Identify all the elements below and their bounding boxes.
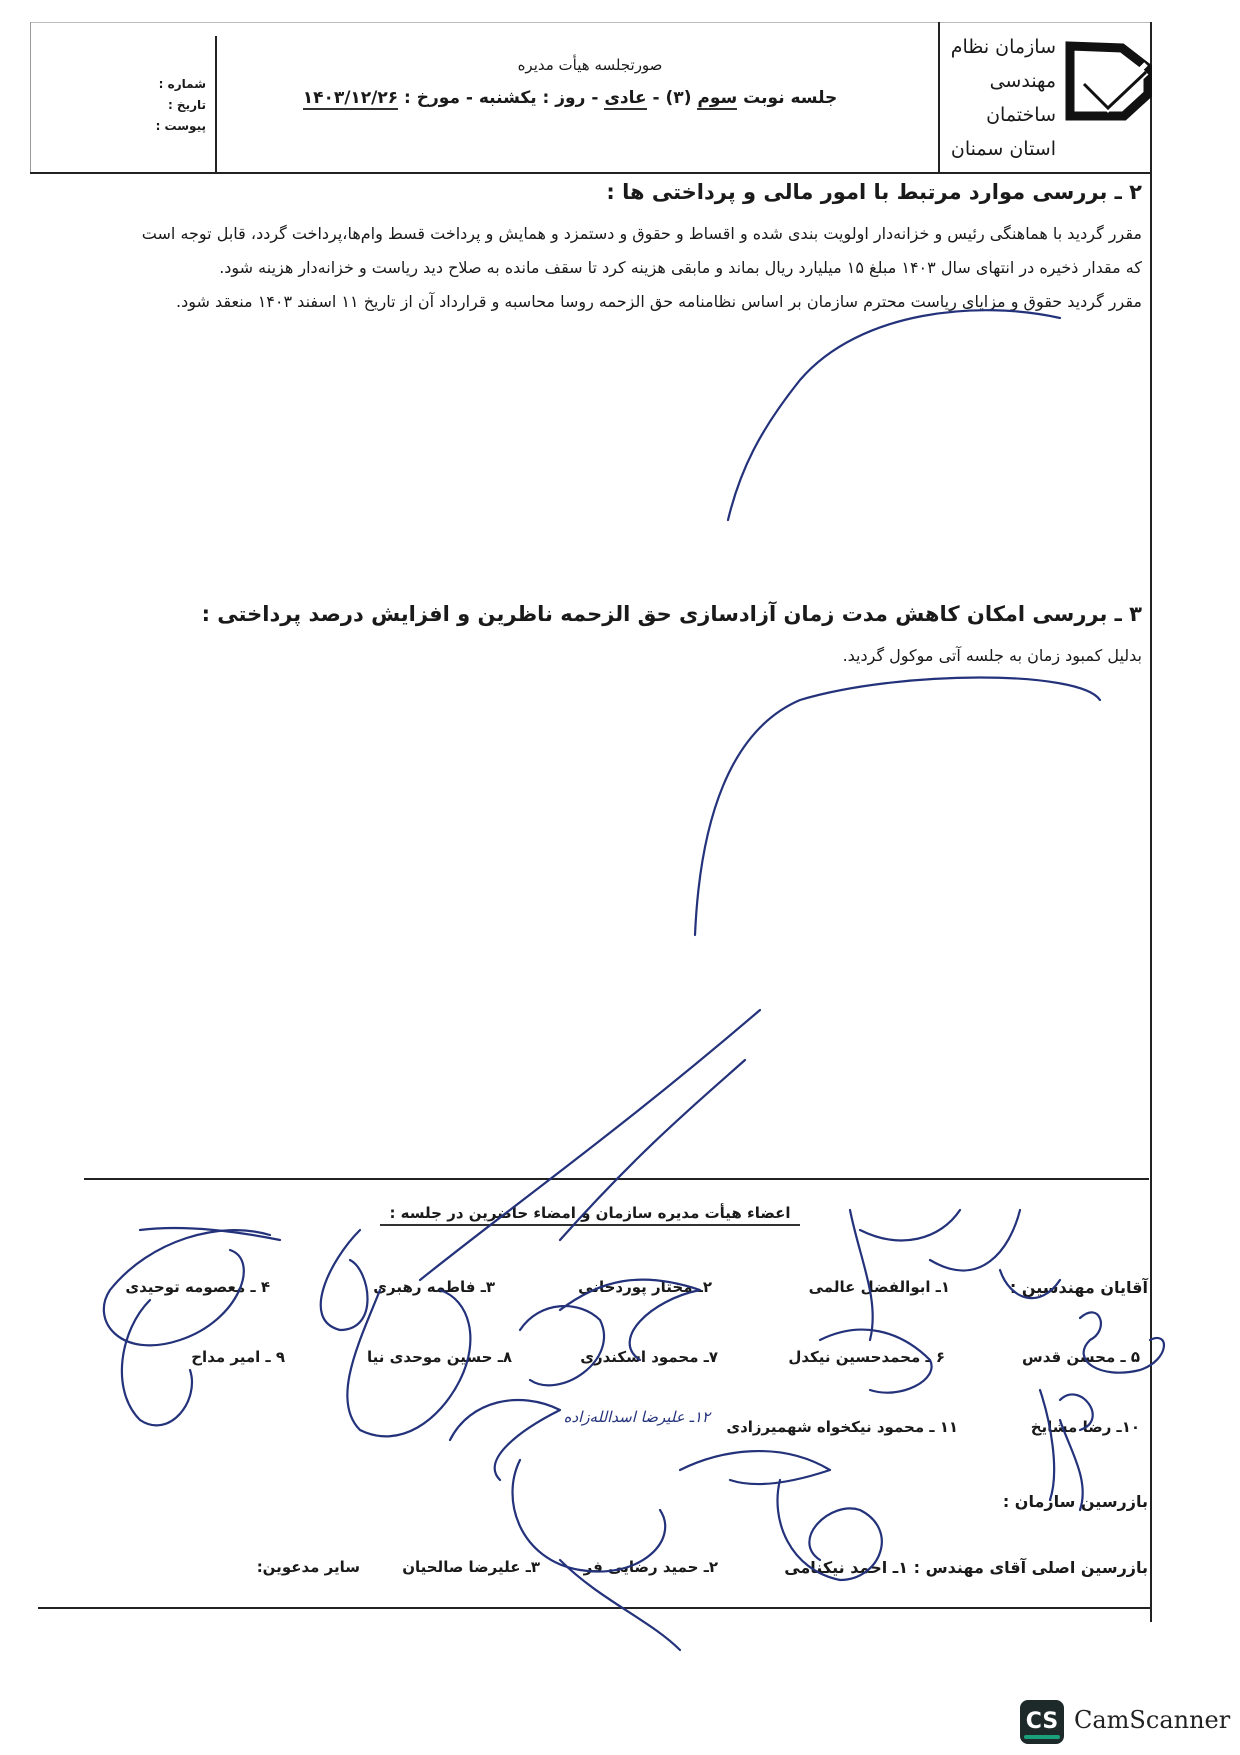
session-type: عادی (604, 88, 647, 108)
session-prefix: جلسه نوبت (737, 88, 838, 108)
section2-heading: ۲ ـ بررسی موارد مرتبط با امور مالی و پرداختی ها : (606, 180, 1142, 204)
inspector-name: ۲ـ حمید رضایی فر (583, 1558, 718, 1576)
org-line: مهندسی (989, 70, 1056, 92)
inspectors-label: بازرسین سازمان : (1002, 1492, 1148, 1511)
section2-line: که مقدار ذخیره در انتهای سال ۱۴۰۳ مبلغ ۱۵ میلیارد ریال بماند و مابقی هزینه کرد تا سقف مانده به صلاح دید ریاست و خزانه‌دار هزینه شود. (219, 258, 1142, 277)
meta-date-label: تاریخ : (167, 98, 206, 112)
signature-mark (778, 1480, 882, 1580)
camscanner-badge-icon: CS (1020, 1700, 1064, 1744)
member-name: ۲ـ مختار پوردخانی (578, 1278, 712, 1296)
section3-line: بدلیل کمبود زمان به جلسه آتی موکول گردید. (842, 646, 1142, 665)
session-date: ۱۴۰۳/۱۲/۲۶ (302, 88, 399, 108)
camscanner-brand: CamScanner (1074, 1706, 1231, 1734)
signature-mark (520, 1306, 604, 1385)
attendance-heading: اعضاء هیأت مدیره سازمان و امضاء حاضرین در جلسه : (380, 1204, 800, 1226)
section2-line: مقرر گردید حقوق و مزایای ریاست محترم سازمان بر اساس نظامنامه حق الزحمه روسا محاسبه و قرارداد آن از تاریخ ۱۱ اسفند ۱۴۰۳ منعقد شود. (176, 292, 1142, 311)
signature-mark (450, 1400, 560, 1480)
signature-mark (820, 1330, 932, 1393)
signature-stroke (728, 310, 1060, 520)
signature-mark (104, 1230, 270, 1345)
meta-attachment-label: پیوست : (155, 119, 206, 133)
org-line: استان سمنان (950, 138, 1056, 160)
signature-mark (513, 1460, 666, 1572)
member-name: ۱۱ ـ محمود نیکخواه شهمیرزادی (726, 1418, 958, 1436)
member-name: ۴ ـ معصومه توحیدی (125, 1278, 270, 1296)
signature-stroke (420, 1010, 760, 1280)
org-line: سازمان نظام (950, 36, 1056, 58)
member-name: ۱۰ـ رضا مشایخ (1030, 1418, 1140, 1436)
engineers-label: آقایان مهندسین : (1009, 1278, 1148, 1297)
member-name: ۱ـ ابوالفضل عالمی (808, 1278, 950, 1296)
other-invitees-label: سایر مدعوین: (256, 1558, 360, 1576)
session-turn: سوم (697, 88, 738, 108)
signature-mark (140, 1228, 280, 1240)
signature-mark (1060, 1312, 1164, 1430)
member-name: ۵ ـ محسن قدس (1022, 1348, 1140, 1366)
signature-mark (680, 1451, 830, 1484)
signature-mark (122, 1300, 192, 1425)
inspector-name: ۳ـ علیرضا صالحیان (402, 1558, 540, 1576)
member-name: ۷ـ محمود اسکندری (580, 1348, 718, 1366)
signature-mark (321, 1230, 368, 1330)
main-inspectors: بازرسین اصلی آقای مهندس : ۱ـ احمد نیکنامی (784, 1558, 1148, 1577)
session-rest: - روز : یکشنبه - مورخ : (398, 88, 605, 108)
signature-stroke (695, 678, 1100, 936)
signature-mark (560, 1560, 680, 1650)
org-line: ساختمان (986, 104, 1056, 126)
member-name-handwritten: ۱۲ـ علیرضا اسدالله‌زاده (563, 1408, 710, 1426)
document-title: صورتجلسه هیأت مدیره (517, 56, 663, 74)
signature-mark (1040, 1390, 1083, 1510)
section2-line: مقرر گردید با هماهنگی رئیس و خزانه‌دار اولویت بندی شده و اقساط و حقوق و دستمزد و همایش و پرداخت قسط وام‌ها،پرداخت گردد، قابل توجه است (141, 224, 1142, 243)
meta-number-label: شماره : (158, 77, 206, 91)
signature-mark (560, 1280, 700, 1360)
member-name: ۸ـ حسین موحدی نیا (367, 1348, 512, 1366)
section3-heading: ۳ ـ بررسی امکان کاهش مدت زمان آزادسازی حق الزحمه ناظرین و افزایش درصد پرداختی : (201, 602, 1142, 626)
signature-mark (850, 1210, 1060, 1340)
member-name: ۶ ـ محمدحسین نیکدل (788, 1348, 945, 1366)
member-name: ۹ ـ امیر مداح (191, 1348, 285, 1366)
session-turn-num: (۳) - (646, 88, 698, 108)
member-name: ۳ـ فاطمه رهبری (373, 1278, 495, 1296)
